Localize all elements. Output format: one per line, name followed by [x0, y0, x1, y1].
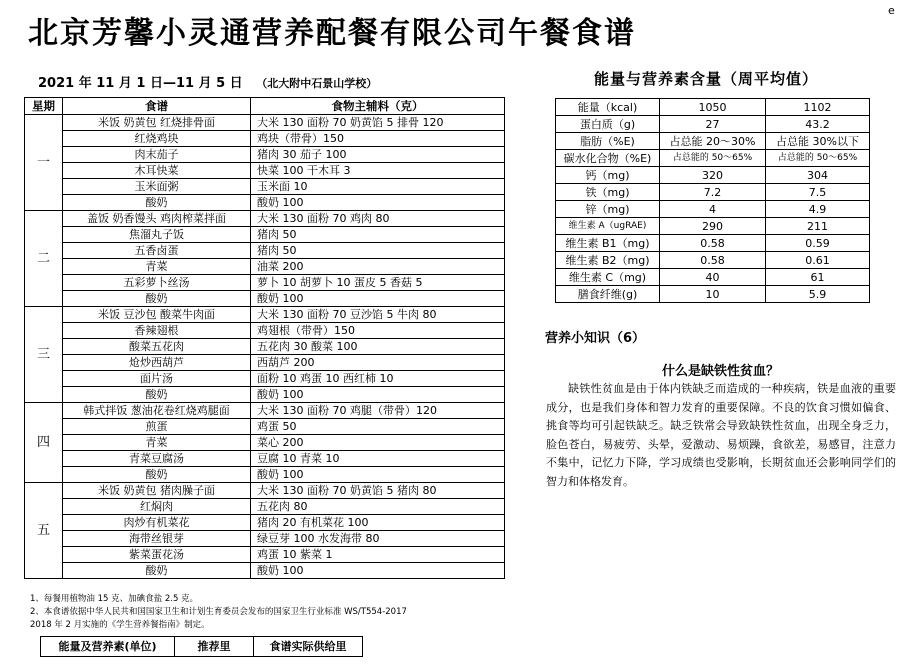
ingredient-cell: 菜心 200 — [251, 435, 505, 451]
note-line: 2、本食谱依据中华人民共和国国家卫生和计划生育委员会发布的国家卫生行业标准 WS/T554-2017 — [30, 607, 407, 617]
nutrition-row — [556, 252, 870, 269]
nutrition-nutrient-cell: 锌（mg) — [556, 201, 660, 218]
menu-row — [25, 355, 505, 371]
ingredient-cell: 酸奶 100 — [251, 387, 505, 403]
nutrition-nutrient-cell: 维生素 B1（mg) — [556, 235, 660, 252]
nutrition-row — [556, 286, 870, 303]
ingredient-cell: 猪肉 50 — [251, 227, 505, 243]
ingredient-cell: 绿豆芽 100 水发海带 80 — [251, 531, 505, 547]
footer-table — [40, 636, 363, 657]
dish-cell: 酸奶 — [63, 563, 251, 579]
dish-cell: 米饭 奶黄包 红烧排骨面 — [63, 115, 251, 131]
ingredient-cell: 五花肉 80 — [251, 499, 505, 515]
nutrition-row — [556, 133, 870, 150]
nutrition-actual-cell: 61 — [766, 269, 870, 286]
menu-row — [25, 451, 505, 467]
ingredient-cell: 五花肉 30 酸菜 100 — [251, 339, 505, 355]
nutrition-nutrient-cell: 脂肪（%E) — [556, 133, 660, 150]
dish-cell: 韩式拌饭 葱油花卷红烧鸡腿面 — [63, 403, 251, 419]
corner-mark: e — [888, 4, 895, 17]
footer-col-actual: 食谱实际供给里 — [254, 637, 363, 657]
day-cell: 四 — [25, 403, 63, 483]
nutrition-actual-cell: 304 — [766, 167, 870, 184]
menu-row — [25, 243, 505, 259]
menu-row — [25, 419, 505, 435]
ingredient-cell: 鸡块（带骨）150 — [251, 131, 505, 147]
knowledge-heading: 营养小知识（6） — [545, 331, 646, 346]
dish-cell: 面片汤 — [63, 371, 251, 387]
nutrition-nutrient-cell: 维生素 C（mg) — [556, 269, 660, 286]
nutrition-recommended-cell: 290 — [660, 218, 766, 235]
menu-row — [25, 371, 505, 387]
menu-notes — [30, 593, 407, 632]
nutrition-recommended-cell: 4 — [660, 201, 766, 218]
menu-row — [25, 563, 505, 579]
date-range: 2021 年 11 月 1 日—11 月 5 日 — [38, 76, 243, 91]
dish-cell: 米饭 豆沙包 酸菜牛肉面 — [63, 307, 251, 323]
ingredient-cell: 大米 130 面粉 70 奶黄馅 5 排骨 120 — [251, 115, 505, 131]
footer-col-nutrient: 能量及营养素(单位) — [41, 637, 175, 657]
ingredient-cell: 西葫芦 200 — [251, 355, 505, 371]
dish-cell: 焦溜丸子饭 — [63, 227, 251, 243]
nutrition-row — [556, 201, 870, 218]
menu-body — [25, 115, 505, 579]
nutrition-actual-cell: 211 — [766, 218, 870, 235]
knowledge-body: 缺铁性贫血是由于体内铁缺乏而造成的一种疾病，铁是血液的重要成分，也是我们身体和智力发育的重要保障。不良的饮食习惯如偏食、挑食等均可引起铁缺乏。缺乏铁常会导致缺铁性贫血，出现全身乏力，脸色苍白，易疲劳、头晕，爱激动、易烦躁，食欲差，易感冒，注意力不集中，记忆力下降，学习成绩也受影响，长期贫血还会影响同学们的智力和体格发育。 — [546, 382, 896, 488]
nutrition-nutrient-cell: 铁（mg) — [556, 184, 660, 201]
menu-row — [25, 515, 505, 531]
menu-row — [25, 291, 505, 307]
menu-row — [25, 163, 505, 179]
menu-row — [25, 339, 505, 355]
menu-row — [25, 531, 505, 547]
dish-cell: 青菜豆腐汤 — [63, 451, 251, 467]
menu-row — [25, 211, 505, 227]
nutrition-row — [556, 235, 870, 252]
menu-row — [25, 115, 505, 131]
dish-cell: 香辣翅根 — [63, 323, 251, 339]
nutrition-recommended-cell: 占总能的 50～65% — [660, 150, 766, 167]
nutrition-recommended-cell: 27 — [660, 116, 766, 133]
dish-cell: 红烧鸡块 — [63, 131, 251, 147]
nutrition-row — [556, 99, 870, 116]
dish-cell: 盖饭 奶香馒头 鸡肉榨菜拌面 — [63, 211, 251, 227]
header-day: 星期 — [25, 98, 63, 115]
menu-row — [25, 307, 505, 323]
note-line: 1、每餐用植物油 15 克、加碘食盐 2.5 克。 — [30, 594, 199, 604]
nutrition-actual-cell: 43.2 — [766, 116, 870, 133]
nutrition-recommended-cell: 1050 — [660, 99, 766, 116]
nutrition-table — [555, 98, 870, 303]
dish-cell: 酸奶 — [63, 291, 251, 307]
nutrition-nutrient-cell: 碳水化合物（%E) — [556, 150, 660, 167]
nutrition-nutrient-cell: 蛋白质（g) — [556, 116, 660, 133]
menu-row — [25, 387, 505, 403]
ingredient-cell: 酸奶 100 — [251, 291, 505, 307]
nutrition-actual-cell: 0.59 — [766, 235, 870, 252]
ingredient-cell: 面粉 10 鸡蛋 10 西红柿 10 — [251, 371, 505, 387]
dish-cell: 木耳快菜 — [63, 163, 251, 179]
menu-row — [25, 131, 505, 147]
note-line: 2018 年 2 月实施的《学生营养餐指南》制定。 — [30, 620, 210, 630]
dish-cell: 米饭 奶黄包 猪肉臊子面 — [63, 483, 251, 499]
dish-cell: 红焖肉 — [63, 499, 251, 515]
menu-row — [25, 195, 505, 211]
day-cell: 一 — [25, 115, 63, 211]
date-range-line — [38, 72, 377, 91]
dish-cell: 玉米面粥 — [63, 179, 251, 195]
menu-row — [25, 275, 505, 291]
nutrition-title: 能量与营养素含量（周平均值） — [594, 70, 819, 88]
menu-header-row — [25, 98, 505, 115]
dish-cell: 紫菜蛋花汤 — [63, 547, 251, 563]
nutrition-recommended-cell: 10 — [660, 286, 766, 303]
footer-col-recommended: 推荐里 — [175, 637, 254, 657]
menu-row — [25, 547, 505, 563]
menu-table — [24, 97, 505, 579]
dish-cell: 五彩萝卜丝汤 — [63, 275, 251, 291]
menu-row — [25, 147, 505, 163]
nutrition-body — [556, 99, 870, 303]
ingredient-cell: 猪肉 30 茄子 100 — [251, 147, 505, 163]
dish-cell: 酸菜五花肉 — [63, 339, 251, 355]
ingredient-cell: 酸奶 100 — [251, 467, 505, 483]
nutrition-actual-cell: 1102 — [766, 99, 870, 116]
nutrition-recommended-cell: 7.2 — [660, 184, 766, 201]
ingredient-cell: 萝卜 10 胡萝卜 10 蛋皮 5 香菇 5 — [251, 275, 505, 291]
nutrition-recommended-cell: 0.58 — [660, 252, 766, 269]
menu-row — [25, 467, 505, 483]
nutrition-nutrient-cell: 维生素 A（ugRAE) — [556, 218, 660, 235]
nutrition-row — [556, 269, 870, 286]
ingredient-cell: 猪肉 20 有机菜花 100 — [251, 515, 505, 531]
nutrition-nutrient-cell: 膳食纤维(g) — [556, 286, 660, 303]
nutrition-nutrient-cell: 能量（kcal) — [556, 99, 660, 116]
nutrition-recommended-cell: 0.58 — [660, 235, 766, 252]
ingredient-cell: 玉米面 10 — [251, 179, 505, 195]
ingredient-cell: 大米 130 面粉 70 鸡腿（带骨）120 — [251, 403, 505, 419]
dish-cell: 酸奶 — [63, 467, 251, 483]
dish-cell: 煎蛋 — [63, 419, 251, 435]
ingredient-cell: 豆腐 10 青菜 10 — [251, 451, 505, 467]
nutrition-actual-cell: 4.9 — [766, 201, 870, 218]
menu-row — [25, 259, 505, 275]
menu-row — [25, 499, 505, 515]
ingredient-cell: 鸡翅根（带骨）150 — [251, 323, 505, 339]
dish-cell: 酸奶 — [63, 387, 251, 403]
ingredient-cell: 大米 130 面粉 70 奶黄馅 5 猪肉 80 — [251, 483, 505, 499]
menu-row — [25, 179, 505, 195]
nutrition-row — [556, 116, 870, 133]
nutrition-recommended-cell: 占总能 20～30% — [660, 133, 766, 150]
ingredient-cell: 大米 130 面粉 70 豆沙馅 5 牛肉 80 — [251, 307, 505, 323]
school-name: （北大附中石景山学校） — [256, 77, 378, 90]
day-cell: 五 — [25, 483, 63, 579]
ingredient-cell: 大米 130 面粉 70 鸡肉 80 — [251, 211, 505, 227]
ingredient-cell: 快菜 100 干木耳 3 — [251, 163, 505, 179]
nutrition-actual-cell: 0.61 — [766, 252, 870, 269]
nutrition-actual-cell: 5.9 — [766, 286, 870, 303]
nutrition-recommended-cell: 40 — [660, 269, 766, 286]
ingredient-cell: 酸奶 100 — [251, 563, 505, 579]
footer-row — [41, 637, 363, 657]
header-dishes: 食谱 — [63, 98, 251, 115]
dish-cell: 海带丝银芽 — [63, 531, 251, 547]
nutrition-row — [556, 218, 870, 235]
ingredient-cell: 猪肉 50 — [251, 243, 505, 259]
ingredient-cell: 鸡蛋 50 — [251, 419, 505, 435]
nutrition-row — [556, 167, 870, 184]
menu-row — [25, 323, 505, 339]
dish-cell: 青菜 — [63, 435, 251, 451]
dish-cell: 肉末茄子 — [63, 147, 251, 163]
menu-row — [25, 483, 505, 499]
nutrition-actual-cell: 占总能的 50～65% — [766, 150, 870, 167]
nutrition-row — [556, 150, 870, 167]
nutrition-actual-cell: 占总能 30%以下 — [766, 133, 870, 150]
nutrition-recommended-cell: 320 — [660, 167, 766, 184]
menu-row — [25, 435, 505, 451]
dish-cell: 青菜 — [63, 259, 251, 275]
ingredient-cell: 酸奶 100 — [251, 195, 505, 211]
dish-cell: 五香卤蛋 — [63, 243, 251, 259]
nutrition-actual-cell: 7.5 — [766, 184, 870, 201]
ingredient-cell: 鸡蛋 10 紫菜 1 — [251, 547, 505, 563]
dish-cell: 炝炒西葫芦 — [63, 355, 251, 371]
menu-row — [25, 227, 505, 243]
nutrition-nutrient-cell: 钙（mg) — [556, 167, 660, 184]
knowledge-question: 什么是缺铁性贫血？ — [662, 364, 780, 379]
day-cell: 三 — [25, 307, 63, 403]
nutrition-nutrient-cell: 维生素 B2（mg) — [556, 252, 660, 269]
header-ingredients: 食物主辅料（克） — [251, 98, 505, 115]
page-title: 北京芳馨小灵通营养配餐有限公司午餐食谱 — [28, 16, 636, 51]
dish-cell: 肉炒有机菜花 — [63, 515, 251, 531]
dish-cell: 酸奶 — [63, 195, 251, 211]
menu-row — [25, 403, 505, 419]
nutrition-row — [556, 184, 870, 201]
day-cell: 二 — [25, 211, 63, 307]
ingredient-cell: 油菜 200 — [251, 259, 505, 275]
